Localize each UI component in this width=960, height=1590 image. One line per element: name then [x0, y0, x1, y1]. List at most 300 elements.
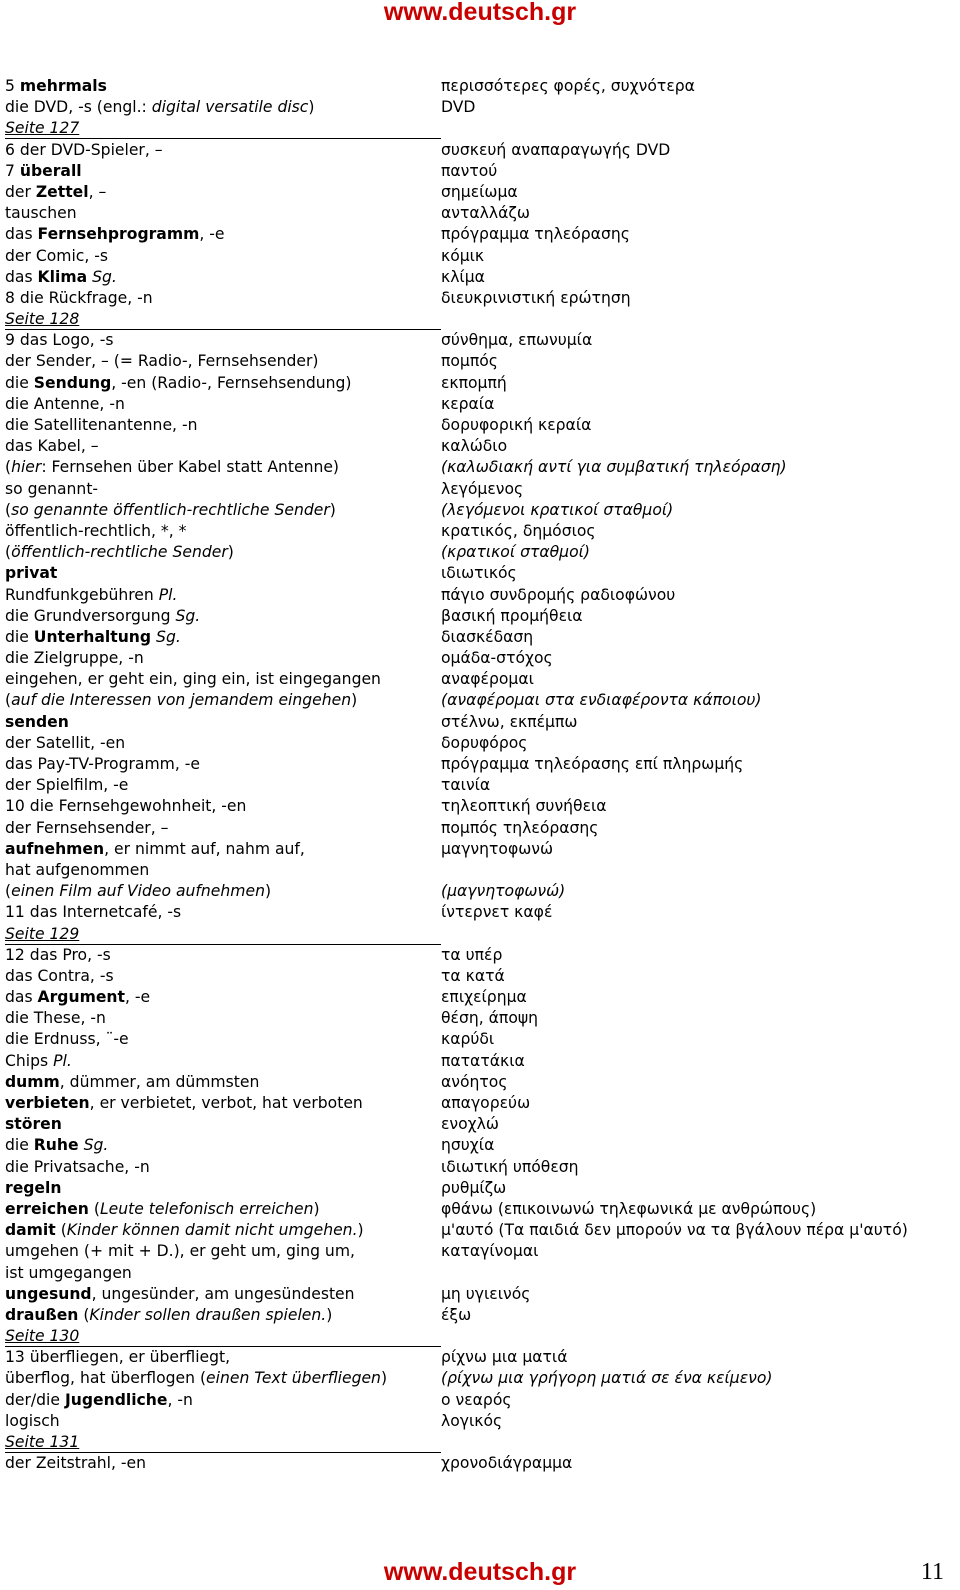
text-segment: (	[5, 500, 12, 519]
vocab-row	[5, 267, 945, 288]
text-segment: πρόγραμμα τηλεόρασης επί πληρωμής	[441, 755, 744, 773]
german-term	[5, 1347, 230, 1368]
greek-translation	[441, 818, 598, 839]
vocab-row	[5, 1114, 945, 1135]
greek-translation	[441, 182, 518, 203]
text-segment: φθάνω (επικοινωνώ τηλεφωνικά με ανθρώπους)	[441, 1199, 817, 1218]
greek-translation	[441, 1305, 471, 1326]
german-term	[5, 1241, 355, 1262]
greek-translation	[441, 1029, 494, 1050]
greek-translation	[441, 1008, 538, 1029]
text-segment: , -e	[199, 225, 225, 244]
vocab-row	[5, 479, 945, 500]
german-term	[5, 1284, 355, 1305]
vocab-row	[5, 140, 945, 161]
vocab-row	[5, 415, 945, 436]
text-segment: σύνθημα, επωνυμία	[441, 331, 593, 350]
german-term	[5, 500, 336, 521]
text-segment: der Zeitstrahl, -en	[5, 1454, 147, 1473]
greek-translation	[441, 648, 553, 669]
text-segment: καλώδιο	[441, 437, 508, 456]
text-segment: das	[5, 988, 38, 1007]
text-segment: εκπομπή	[441, 373, 507, 392]
greek-translation	[441, 415, 591, 436]
text-segment: ομάδα-στόχος	[441, 649, 553, 668]
greek-translation	[441, 1390, 512, 1411]
greek-translation	[441, 712, 577, 733]
german-term	[5, 1453, 146, 1474]
section-label: Seite 128	[5, 310, 80, 329]
text-segment: der Spielfilm, -e	[5, 776, 129, 795]
greek-translation	[441, 627, 533, 648]
german-term	[5, 1263, 132, 1284]
text-segment: , -en (Radio-, Fernsehsendung)	[111, 373, 352, 392]
vocab-row	[5, 1368, 945, 1389]
text-segment: digital versatile disc	[151, 98, 309, 117]
text-segment: τηλεοπτική συνήθεια	[441, 797, 607, 816]
vocab-row	[5, 563, 945, 584]
greek-translation	[441, 1241, 538, 1262]
text-segment: , ungesünder, am ungesündesten	[91, 1284, 355, 1303]
section-heading	[5, 924, 945, 945]
text-segment: ταινία	[441, 776, 491, 795]
vocab-row	[5, 1008, 945, 1029]
text-segment: Unterhaltung	[33, 627, 152, 646]
german-term	[5, 733, 125, 754]
text-segment: κρατικός, δημόσιος	[441, 521, 596, 540]
text-segment: Chips	[5, 1051, 54, 1070]
text-segment: ιδιωτικός	[441, 564, 517, 583]
text-segment: die These, -n	[5, 1009, 106, 1028]
german-term	[5, 203, 77, 224]
greek-translation	[441, 1453, 572, 1474]
text-segment: συσκευή αναπαραγωγής DVD	[441, 140, 671, 159]
text-segment: ist umgegangen	[5, 1263, 132, 1282]
text-segment: umgehen (+ mit + D.), er geht um, ging um,	[5, 1242, 355, 1261]
vocab-row	[5, 521, 945, 542]
section-label: Seite 127	[5, 119, 80, 138]
text-segment: , -n	[167, 1390, 193, 1409]
text-segment: ο νεαρός	[441, 1390, 512, 1409]
vocabulary-list	[5, 76, 945, 1474]
german-term	[5, 457, 339, 478]
text-segment: μαγνητοφωνώ	[441, 839, 554, 858]
text-segment: Sg.	[83, 1136, 109, 1155]
greek-translation	[441, 267, 485, 288]
text-segment: auf die Interessen von jemandem eingehen	[11, 691, 352, 710]
text-segment: πομπός τηλεόρασης	[441, 818, 599, 837]
text-segment: λογικός	[441, 1411, 503, 1430]
vocab-row	[5, 1263, 945, 1284]
text-segment: hat aufgenommen	[5, 860, 150, 879]
text-segment: die	[5, 627, 34, 646]
section-heading	[5, 1326, 945, 1347]
text-segment: die Erdnuss, ¨-e	[5, 1030, 129, 1049]
greek-translation	[441, 1220, 908, 1241]
greek-translation	[441, 457, 787, 478]
text-segment: )	[264, 882, 272, 901]
vocab-row	[5, 796, 945, 817]
german-term	[5, 1411, 60, 1432]
text-segment: καρύδι	[441, 1030, 495, 1049]
german-term	[5, 690, 357, 711]
greek-translation	[441, 1368, 773, 1389]
greek-translation	[441, 987, 527, 1008]
greek-translation	[441, 1072, 508, 1093]
text-segment: dumm	[5, 1072, 60, 1091]
text-segment: )	[227, 543, 234, 562]
text-segment: das	[5, 267, 38, 286]
text-segment: κεραία	[441, 394, 495, 413]
text-segment: βασική προμήθεια	[441, 606, 583, 625]
text-segment: , -e	[124, 988, 151, 1007]
text-segment: περισσότερες φορές, συχνότερα	[441, 77, 695, 95]
german-term	[5, 182, 106, 203]
text-segment: )	[313, 1199, 320, 1218]
vocab-row	[5, 818, 945, 839]
vocab-row	[5, 330, 945, 351]
german-term	[5, 839, 305, 860]
text-segment: μη υγιεινός	[441, 1284, 531, 1303]
greek-translation	[441, 1199, 816, 1220]
text-segment: ρυθμίζω	[441, 1178, 507, 1197]
text-segment: λεγόμενος	[441, 479, 524, 498]
greek-translation	[441, 521, 596, 542]
text-segment: öffentlich-rechtlich, *, *	[5, 521, 187, 540]
text-segment: einen Text überfliegen	[206, 1369, 381, 1388]
vocab-row	[5, 1305, 945, 1326]
text-segment: ιδιωτική υπόθεση	[441, 1157, 579, 1176]
text-segment: ησυχία	[441, 1136, 495, 1155]
section-heading	[5, 309, 945, 330]
text-segment: Leute telefonisch erreichen	[99, 1199, 314, 1218]
greek-translation	[441, 669, 534, 690]
text-segment: das	[5, 225, 38, 244]
text-segment: Argument	[37, 988, 125, 1007]
german-term	[5, 1220, 364, 1241]
section-label: Seite 130	[5, 1327, 80, 1346]
site-footer-url[interactable]: www.deutsch.gr	[383, 1558, 577, 1586]
text-segment: ρίχνω μια ματιά	[441, 1348, 568, 1367]
vocab-row	[5, 203, 945, 224]
text-segment: ενοχλώ	[441, 1115, 499, 1134]
text-segment: stören	[5, 1115, 62, 1134]
german-term	[5, 267, 117, 288]
text-segment: στέλνω, εκπέμπω	[441, 712, 578, 731]
text-segment: )	[357, 1221, 364, 1240]
text-segment: Rundfunkgebühren	[5, 585, 159, 604]
text-segment: Pl.	[53, 1051, 72, 1070]
text-segment: χρονοδιάγραμμα	[441, 1454, 573, 1473]
text-segment: Kinder können damit nicht umgehen.	[66, 1221, 358, 1240]
german-term	[5, 1072, 259, 1093]
text-segment: (λεγόμενοι κρατικοί σταθμοί)	[441, 500, 674, 519]
text-segment: Zettel	[35, 182, 89, 201]
text-segment: ανταλλάζω	[441, 204, 530, 223]
text-segment: das Contra, -s	[5, 966, 114, 985]
greek-translation	[441, 436, 507, 457]
greek-translation	[441, 1347, 568, 1368]
greek-translation	[441, 97, 475, 118]
vocab-row	[5, 754, 945, 775]
text-segment: σημείωμα	[441, 182, 518, 201]
german-term	[5, 521, 186, 542]
text-segment: 12 das Pro, -s	[5, 945, 111, 964]
text-segment: επιχείρημα	[441, 988, 527, 1007]
text-segment: (	[88, 1199, 100, 1218]
greek-translation	[441, 203, 530, 224]
text-segment: die Zielgruppe, -n	[5, 649, 144, 668]
text-segment: , –	[88, 182, 107, 201]
text-segment: )	[380, 1369, 388, 1388]
text-segment: der Fernsehsender, –	[5, 818, 169, 837]
vocab-row	[5, 500, 945, 521]
text-segment: Klima	[37, 267, 88, 286]
german-term	[5, 669, 381, 690]
german-term	[5, 987, 150, 1008]
text-segment: κλίμα	[441, 267, 485, 286]
text-segment: ανόητος	[441, 1072, 508, 1091]
vocab-row	[5, 1390, 945, 1411]
text-segment: τα κατά	[441, 966, 505, 985]
text-segment: , dümmer, am dümmsten	[59, 1072, 260, 1091]
text-segment: διευκρινιστική ερώτηση	[441, 288, 631, 307]
text-segment: der Comic, -s	[5, 246, 109, 265]
german-term	[5, 881, 271, 902]
german-term	[5, 754, 200, 775]
vocab-row	[5, 161, 945, 182]
section-label: Seite 131	[5, 1433, 80, 1451]
text-segment: αναφέρομαι	[441, 670, 534, 689]
text-segment: die Grundversorgung	[5, 606, 176, 625]
text-segment: πρόγραμμα τηλεόρασης	[441, 225, 630, 244]
vocab-row	[5, 1178, 945, 1199]
german-term	[5, 1178, 61, 1199]
text-segment: 6 der DVD-Spieler, –	[5, 140, 163, 159]
site-header-url[interactable]: www.deutsch.gr	[383, 0, 577, 26]
greek-translation	[441, 500, 673, 521]
greek-translation	[441, 246, 484, 267]
text-segment: die Privatsache, -n	[5, 1157, 150, 1176]
greek-translation	[441, 479, 523, 500]
text-segment: (	[78, 1305, 90, 1324]
german-term	[5, 1305, 332, 1326]
vocab-row	[5, 966, 945, 987]
text-segment: das Pay-TV-Programm, -e	[5, 755, 200, 773]
vocab-row	[5, 76, 945, 97]
text-segment: 5	[5, 77, 20, 95]
greek-translation	[441, 542, 590, 563]
vocab-row	[5, 881, 945, 902]
vocab-row	[5, 1241, 945, 1262]
text-segment: die DVD, -s (engl.:	[5, 98, 152, 117]
text-segment: Sg.	[92, 267, 117, 286]
text-segment: διασκέδαση	[441, 627, 534, 646]
german-term	[5, 585, 177, 606]
german-term	[5, 1008, 106, 1029]
german-term	[5, 1199, 320, 1220]
vocab-row	[5, 1284, 945, 1305]
text-segment: καταγίνομαι	[441, 1242, 539, 1261]
vocab-row	[5, 606, 945, 627]
greek-translation	[441, 1093, 530, 1114]
greek-translation	[441, 796, 607, 817]
vocab-row	[5, 945, 945, 966]
german-term	[5, 1093, 363, 1114]
vocab-row	[5, 373, 945, 394]
text-segment: der	[5, 182, 36, 201]
greek-translation	[441, 1114, 499, 1135]
text-segment: 11 das Internetcafé, -s	[5, 903, 182, 922]
text-segment: der Sender, – (= Radio-, Fernsehsender)	[5, 352, 319, 371]
text-segment: παντού	[441, 161, 498, 180]
text-segment: eingehen, er geht ein, ging ein, ist eingegangen	[5, 670, 381, 689]
vocab-row	[5, 97, 945, 118]
german-term	[5, 945, 111, 966]
vocab-row	[5, 1093, 945, 1114]
text-segment: erreichen	[5, 1199, 89, 1218]
text-segment: Jugendliche	[64, 1390, 168, 1409]
text-segment: Sendung	[33, 373, 112, 392]
section-heading	[5, 118, 945, 139]
vocab-row	[5, 224, 945, 245]
section-label: Seite 129	[5, 924, 80, 943]
german-term	[5, 373, 352, 394]
text-segment: aufnehmen	[5, 839, 105, 858]
vocab-row	[5, 712, 945, 733]
greek-translation	[441, 881, 565, 902]
greek-translation	[441, 330, 592, 351]
text-segment: die	[5, 1136, 34, 1155]
greek-translation	[441, 288, 631, 309]
text-segment: Kinder sollen draußen spielen.	[89, 1305, 327, 1324]
vocab-row	[5, 648, 945, 669]
vocab-row	[5, 288, 945, 309]
greek-translation	[441, 775, 490, 796]
text-segment: , er nimmt auf, nahm auf,	[104, 839, 305, 858]
text-segment: die Satellitenantenne, -n	[5, 416, 198, 434]
german-term	[5, 415, 197, 436]
vocab-row	[5, 902, 945, 923]
german-term	[5, 330, 113, 351]
text-segment: die Antenne, -n	[5, 394, 125, 413]
vocab-row	[5, 457, 945, 478]
text-segment: verbieten	[5, 1094, 90, 1112]
german-term	[5, 394, 125, 415]
vocab-row	[5, 1072, 945, 1093]
vocab-row	[5, 1199, 945, 1220]
greek-translation	[441, 902, 552, 923]
german-term	[5, 161, 82, 182]
german-term	[5, 775, 128, 796]
text-segment: (κρατικοί σταθμοί)	[441, 543, 590, 562]
german-term	[5, 902, 181, 923]
german-term	[5, 1135, 108, 1156]
text-segment: απαγορεύω	[441, 1094, 531, 1112]
vocab-row	[5, 627, 945, 648]
german-term	[5, 140, 163, 161]
vocab-row	[5, 1453, 945, 1474]
text-segment: (	[5, 882, 12, 901]
text-segment: senden	[5, 712, 69, 731]
text-segment: tauschen	[5, 204, 77, 223]
vocab-row	[5, 585, 945, 606]
text-segment: mehrmals	[19, 77, 107, 95]
german-term	[5, 796, 246, 817]
text-segment: )	[351, 691, 358, 710]
greek-translation	[441, 585, 675, 606]
german-term	[5, 1029, 129, 1050]
text-segment: einen Film auf Video aufnehmen	[11, 882, 265, 901]
text-segment: logisch	[5, 1411, 60, 1430]
text-segment: Sg.	[175, 606, 201, 625]
page-number: 11	[920, 1559, 944, 1585]
german-term	[5, 606, 200, 627]
greek-translation	[441, 966, 505, 987]
text-segment: δορυφορική κεραία	[441, 416, 592, 434]
text-segment: κόμικ	[441, 246, 485, 265]
greek-translation	[441, 224, 630, 245]
greek-translation	[441, 563, 517, 584]
greek-translation	[441, 1051, 525, 1072]
greek-translation	[441, 1135, 494, 1156]
text-segment: Fernsehprogramm	[37, 225, 200, 244]
text-segment: (μαγνητοφωνώ)	[441, 882, 566, 901]
text-segment: , er verbietet, verbot, hat verboten	[89, 1094, 363, 1112]
greek-translation	[441, 839, 553, 860]
vocab-row	[5, 436, 945, 457]
german-term	[5, 1114, 62, 1135]
text-segment: )	[329, 500, 336, 519]
text-segment: die	[5, 373, 34, 392]
vocab-row	[5, 1220, 945, 1241]
section-heading	[5, 1432, 945, 1453]
vocab-row	[5, 669, 945, 690]
greek-translation	[441, 394, 494, 415]
german-term	[5, 288, 153, 309]
vocab-row	[5, 394, 945, 415]
german-term	[5, 1051, 72, 1072]
greek-translation	[441, 754, 743, 775]
german-term	[5, 563, 57, 584]
greek-translation	[441, 1178, 506, 1199]
german-term	[5, 860, 149, 881]
text-segment: (	[5, 691, 12, 710]
text-segment: Pl.	[158, 585, 178, 604]
text-segment: 13 überfliegen, er überfliegt,	[5, 1348, 231, 1367]
text-segment: überall	[19, 161, 82, 180]
greek-translation	[441, 733, 527, 754]
german-term	[5, 1390, 193, 1411]
text-segment: θέση, άποψη	[441, 1009, 539, 1028]
text-segment: der/die	[5, 1390, 65, 1409]
german-term	[5, 542, 234, 563]
text-segment: τα υπέρ	[441, 945, 503, 964]
greek-translation	[441, 351, 498, 372]
german-term	[5, 627, 181, 648]
greek-translation	[441, 140, 670, 161]
greek-translation	[441, 1411, 502, 1432]
vocab-row	[5, 733, 945, 754]
text-segment: ίντερνετ καφέ	[441, 903, 553, 922]
greek-translation	[441, 690, 762, 711]
greek-translation	[441, 76, 695, 97]
vocab-row	[5, 1051, 945, 1072]
greek-translation	[441, 945, 502, 966]
vocab-row	[5, 690, 945, 711]
vocab-row	[5, 987, 945, 1008]
vocab-row	[5, 1029, 945, 1050]
